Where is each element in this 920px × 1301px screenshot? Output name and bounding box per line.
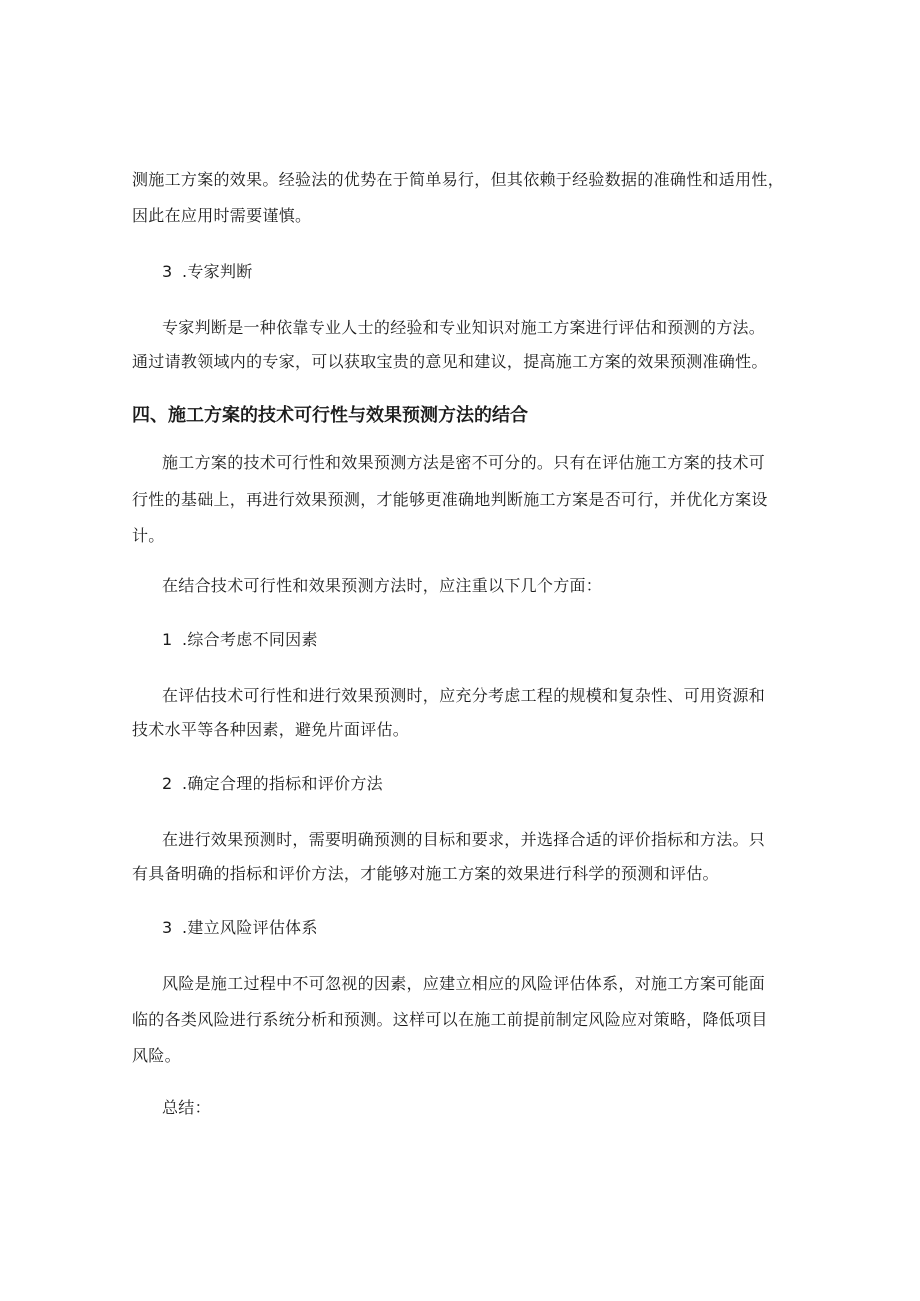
list-item-heading xyxy=(162,630,812,650)
paragraph-line: 风险。 xyxy=(132,1046,181,1065)
paragraph-line: 技术水平等各种因素，避免片面评估。 xyxy=(132,720,410,739)
paragraph-line: 通过请教领域内的专家，可以获取宝贵的意见和建议，提高施工方案的效果预测准确性。 xyxy=(132,352,768,371)
list-label: .综合考虑不同因素 xyxy=(182,630,318,649)
list-number: 1 xyxy=(162,630,173,649)
list-label: .专家判断 xyxy=(182,262,253,281)
paragraph-line: 计。 xyxy=(132,526,165,545)
paragraph-line: 施工方案的技术可行性和效果预测方法是密不可分的。只有在评估施工方案的技术可 xyxy=(162,453,766,472)
paragraph-line: 因此在应用时需要谨慎。 xyxy=(132,206,312,225)
paragraph-line: 测施工方案的效果。经验法的优势在于简单易行，但其依赖于经验数据的准确性和适用性， xyxy=(132,170,785,189)
section-heading: 四、施工方案的技术可行性与效果预测方法的结合 xyxy=(132,405,528,426)
paragraph-line: 在进行效果预测时，需要明确预测的目标和要求，并选择合适的评价指标和方法。只 xyxy=(162,830,766,849)
paragraph-line: 临的各类风险进行系统分析和预测。这样可以在施工前提前制定风险应对策略，降低项目 xyxy=(132,1010,768,1029)
list-item-heading xyxy=(162,262,812,282)
list-item-heading xyxy=(162,774,812,794)
paragraph-line: 专家判断是一种依靠专业人士的经验和专业知识对施工方案进行评估和预测的方法。 xyxy=(162,318,766,337)
list-number: 3 xyxy=(162,918,173,937)
paragraph-line: 风险是施工过程中不可忽视的因素，应建立相应的风险评估体系，对施工方案可能面 xyxy=(162,974,766,993)
list-label: .确定合理的指标和评价方法 xyxy=(182,774,383,793)
paragraph-line: 在评估技术可行性和进行效果预测时，应充分考虑工程的规模和复杂性、可用资源和 xyxy=(162,686,766,705)
paragraph-line: 在结合技术可行性和效果预测方法时，应注重以下几个方面： xyxy=(162,576,603,595)
list-number: 2 xyxy=(162,774,173,793)
paragraph-line: 有具备明确的指标和评价方法，才能够对施工方案的效果进行科学的预测和评估。 xyxy=(132,864,719,883)
list-label: .建立风险评估体系 xyxy=(182,918,318,937)
list-item-heading xyxy=(162,918,812,938)
paragraph-line: 总结： xyxy=(162,1098,211,1117)
paragraph-line: 行性的基础上，再进行效果预测，才能够更准确地判断施工方案是否可行，并优化方案设 xyxy=(132,490,768,509)
list-number: 3 xyxy=(162,262,173,281)
